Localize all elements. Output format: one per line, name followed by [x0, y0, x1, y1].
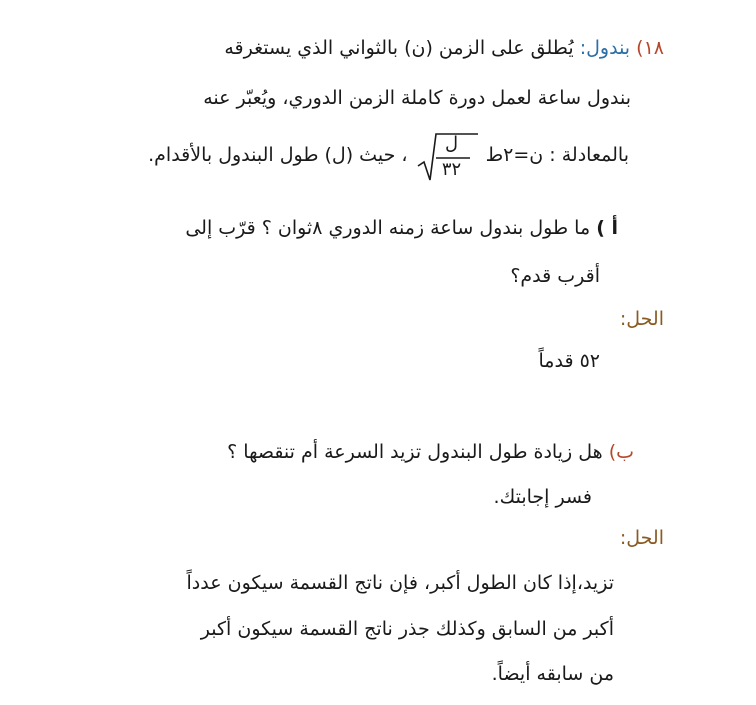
part-a-question-line-2: أقرب قدم؟	[510, 265, 600, 287]
part-b-answer-line-3: من سابقه أيضاً.	[491, 663, 614, 685]
part-b-answer-line-2: أكبر من السابق وكذلك جذر ناتج القسمة سيكون أكبر	[200, 618, 614, 640]
sqrt-fraction	[416, 128, 478, 184]
part-b-marker: ب)	[608, 441, 634, 463]
problem-heading: بندول:	[579, 37, 631, 59]
problem-line-1	[224, 34, 664, 62]
part-b-answer-line-1: تزيد،إذا كان الطول أكبر، فإن ناتج القسمة سيكون عدداً	[186, 572, 614, 594]
part-b-question-text-1: هل زيادة طول البندول تزيد السرعة أم تنقصها ؟	[227, 441, 603, 463]
part-a-marker: أ )	[596, 217, 618, 239]
part-b-question-line-1	[227, 438, 634, 466]
part-b-solution-label: الحل:	[619, 527, 664, 549]
part-b-question-line-2: فسر إجابتك.	[493, 486, 592, 508]
problem-number: ١٨)	[636, 37, 664, 59]
part-a-question-line-1	[185, 214, 618, 242]
fraction-numerator: ل	[445, 132, 459, 154]
part-a-solution-label: الحل:	[619, 308, 664, 330]
formula-lead: بالمعادلة : ن=٢ط	[485, 144, 629, 166]
problem-text-1: يُطلق على الزمن (ن) بالثواني الذي يستغرقه	[224, 37, 574, 59]
part-a-answer: ٥٢ قدماً	[538, 350, 600, 372]
part-a-question-text-1: ما طول بندول ساعة زمنه الدوري ٨ثوان ؟ قرّب إلى	[185, 217, 591, 239]
formula-tail: ، حيث (ل) طول البندول بالأقدام.	[148, 144, 408, 166]
fraction-denominator: ٣٢	[441, 158, 462, 180]
problem-formula-line	[148, 127, 629, 184]
problem-line-2: بندول ساعة لعمل دورة كاملة الزمن الدوري، ويُعبّر عنه	[203, 87, 631, 109]
